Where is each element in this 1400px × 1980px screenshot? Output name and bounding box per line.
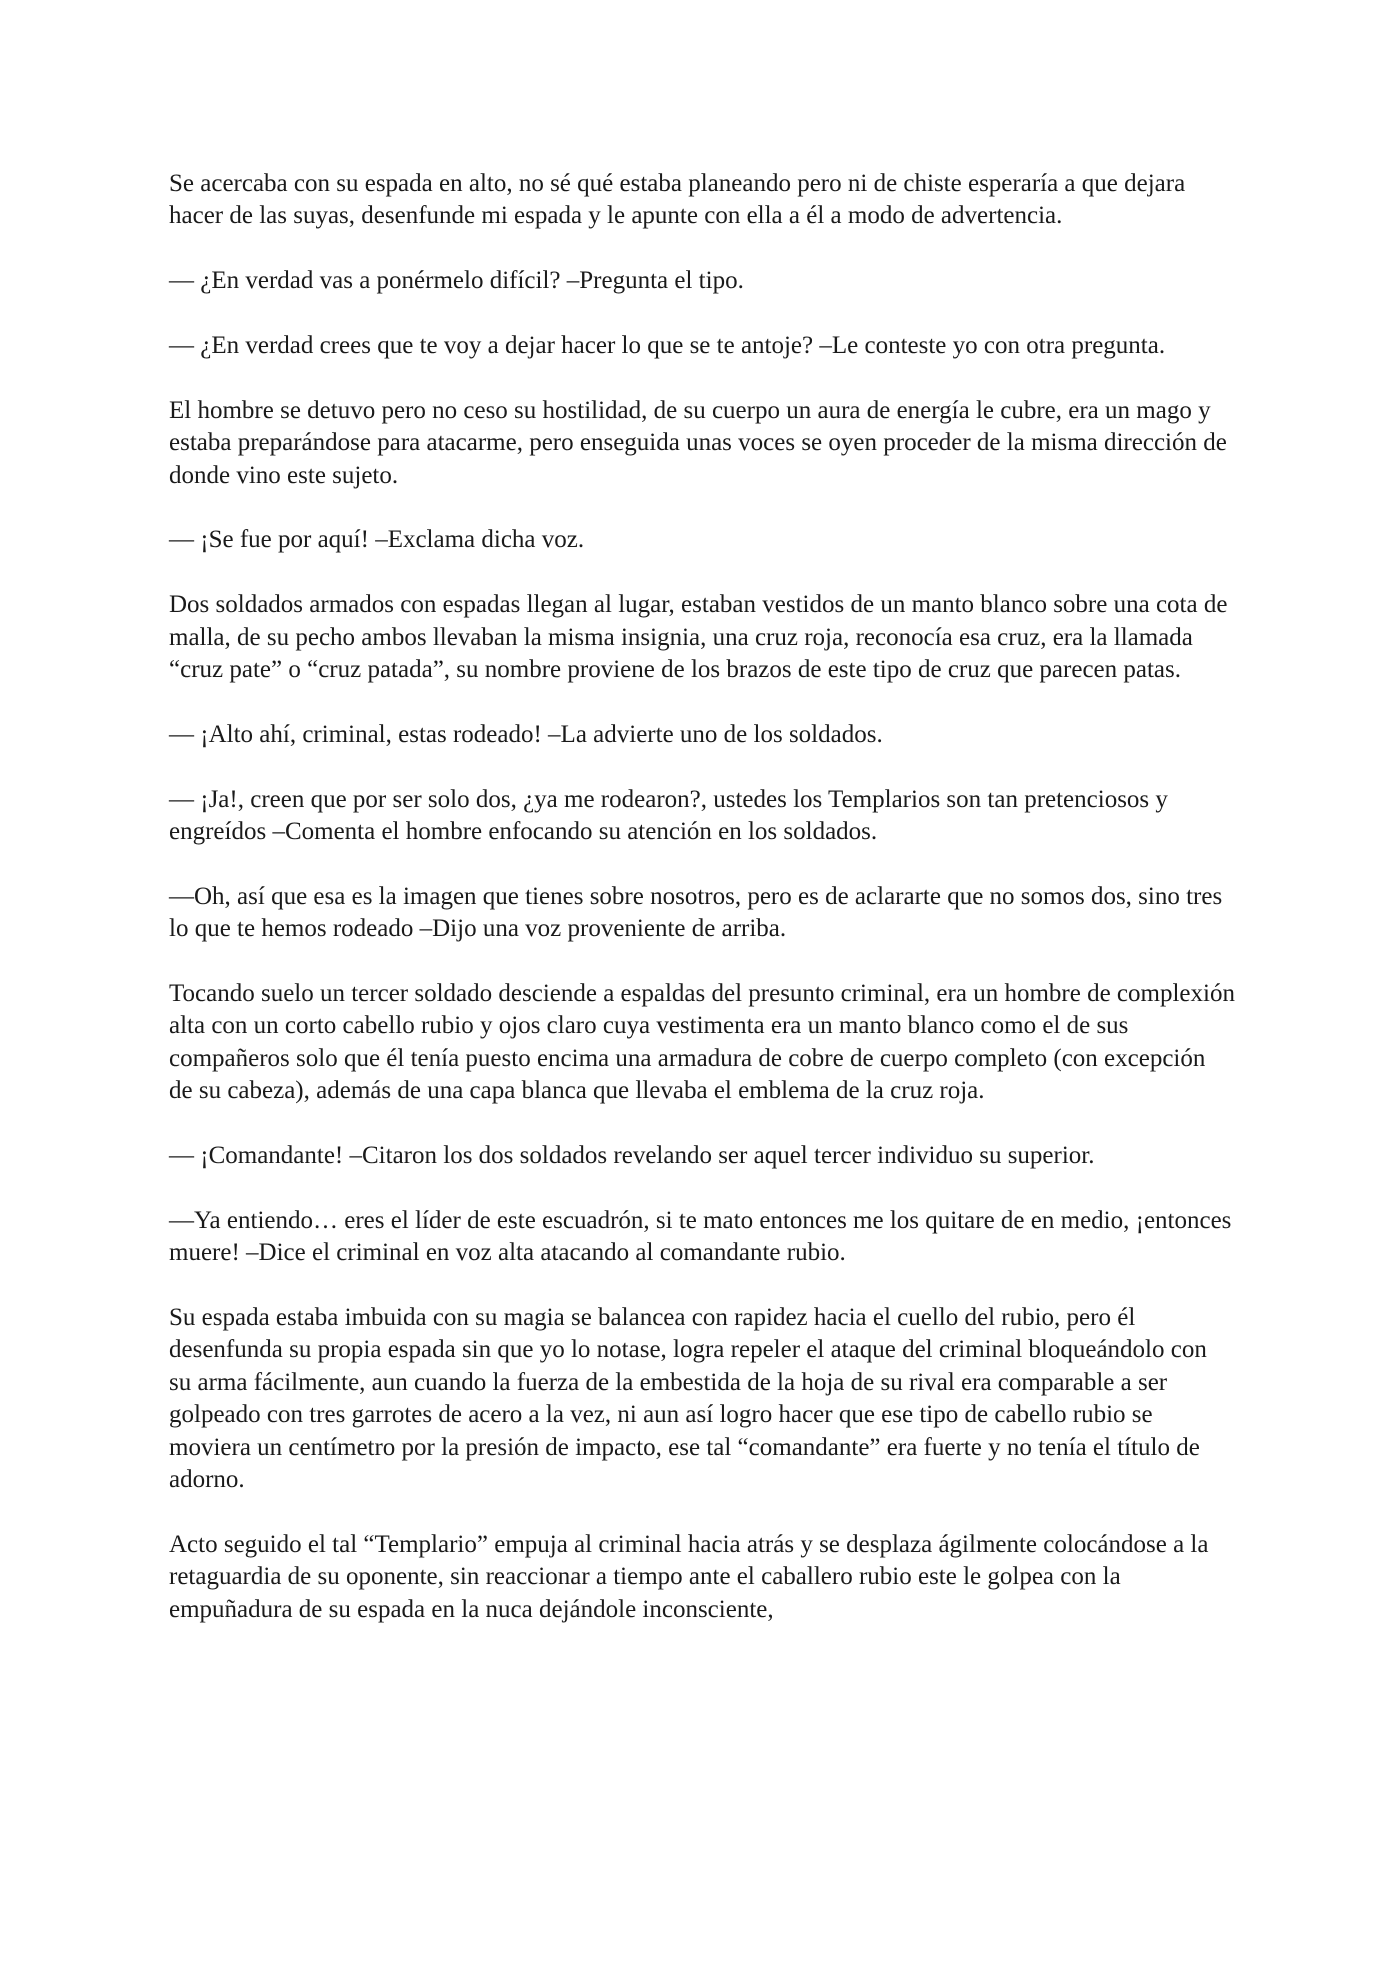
paragraph-2: — ¿En verdad vas a ponérmelo difícil? –Pregunta el tipo. <box>169 267 744 295</box>
paragraph-4: El hombre se detuvo pero no ceso su hostilidad, de su cuerpo un aura de energía le cubre, era un mago y estaba preparándose para atacarme, pero enseguida unas voces se oyen proceder de la misma dirección de donde vino este sujeto. <box>169 396 1227 489</box>
paragraph-7: — ¡Alto ahí, criminal, estas rodeado! –La advierte uno de los soldados. <box>169 720 883 748</box>
paragraph-6: Dos soldados armados con espadas llegan al lugar, estaban vestidos de un manto blanco sobre una cota de malla, de su pecho ambos llevaban la misma insignia, una cruz roja, reconocía esa cruz, era la llamada “cruz pate” o “cruz patada”, su nombre proviene de los brazos de este tipo de cruz que parecen patas. <box>169 591 1228 684</box>
paragraph-9: —Oh, así que esa es la imagen que tienes sobre nosotros, pero es de aclararte que no somos dos, sino tres lo que te hemos rodeado –Dijo una voz proveniente de arriba. <box>169 882 1223 943</box>
document-body <box>169 168 1235 1626</box>
paragraph-13: Su espada estaba imbuida con su magia se balancea con rapidez hacia el cuello del rubio, pero él desenfunda su propia espada sin que yo lo notase, logra repeler el ataque del criminal bloqueándolo con su arma fácilmente, aun cuando la fuerza de la embestida de la hoja de su rival era comparable a ser golpeado con tres garrotes de acero a la vez, ni aun así logro hacer que ese tipo de cabello rubio se moviera un centímetro por la presión de impacto, ese tal “comandante” era fuerte y no tenía el título de adorno. <box>169 1304 1207 1494</box>
paragraph-14: Acto seguido el tal “Templario” empuja al criminal hacia atrás y se desplaza ágilmente colocándose a la retaguardia de su oponente, sin reaccionar a tiempo ante el caballero rubio este le golpea con la empuñadura de su espada en la nuca dejándole inconsciente, <box>169 1530 1209 1623</box>
paragraph-3: — ¿En verdad crees que te voy a dejar hacer lo que se te antoje? –Le conteste yo con otra pregunta. <box>169 332 1166 359</box>
paragraph-8: — ¡Ja!, creen que por ser solo dos, ¿ya me rodearon?, ustedes los Templarios son tan pretenciosos y engreídos –Comenta el hombre enfocando su atención en los soldados. <box>169 785 1168 846</box>
paragraph-10: Tocando suelo un tercer soldado desciende a espaldas del presunto criminal, era un hombre de complexión alta con un corto cabello rubio y ojos claro cuya vestimenta era un manto blanco como el de sus compañeros solo que él tenía puesto encima una armadura de cobre de cuerpo completo (con excepción de su cabeza), además de una capa blanca que llevaba el emblema de la cruz roja. <box>169 980 1235 1105</box>
paragraph-1: Se acercaba con su espada en alto, no sé qué estaba planeando pero ni de chiste esperaría a que dejara hacer de las suyas, desenfunde mi espada y le apunte con ella a él a modo de advertencia. <box>169 170 1186 230</box>
paragraph-12: —Ya entiendo… eres el líder de este escuadrón, si te mato entonces me los quitare de en medio, ¡entonces muere! –Dice el criminal en voz alta atacando al comandante rubio. <box>169 1206 1232 1267</box>
paragraph-11: — ¡Comandante! –Citaron los dos soldados revelando ser aquel tercer individuo su superior. <box>169 1142 1095 1170</box>
paragraph-5: — ¡Se fue por aquí! –Exclama dicha voz. <box>169 526 585 554</box>
